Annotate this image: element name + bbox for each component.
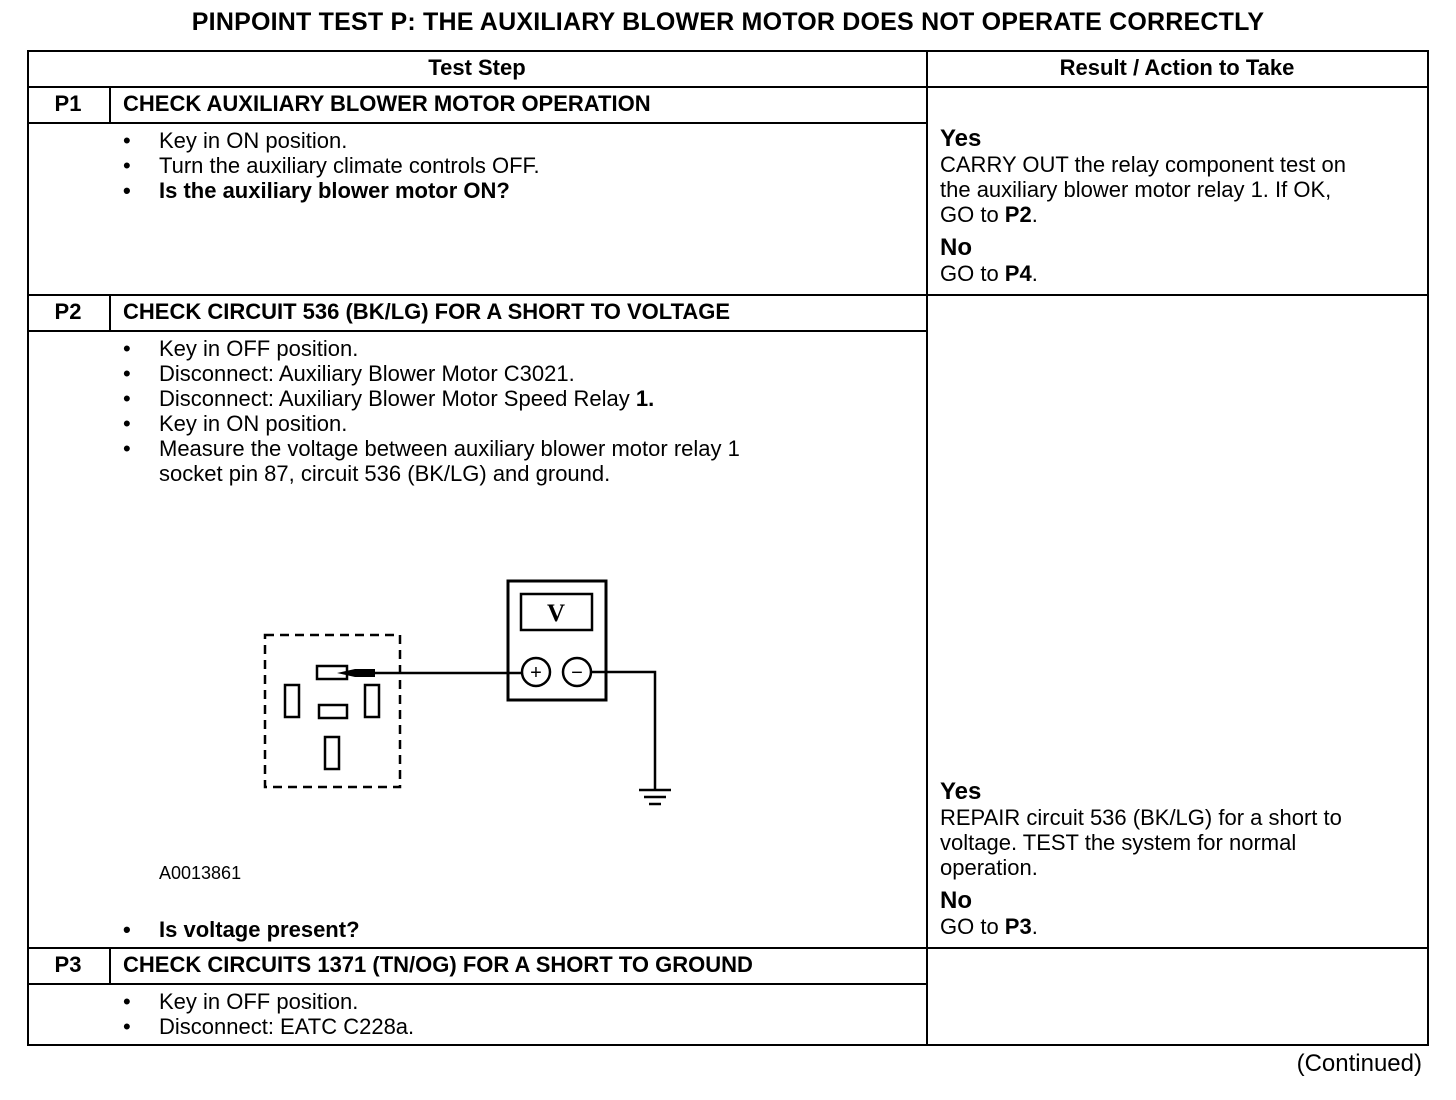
step-ref: P4 <box>1004 261 1032 286</box>
probe-tip <box>337 669 375 677</box>
p2-bottom-divider <box>27 947 1429 949</box>
yes-label: Yes <box>940 125 982 152</box>
socket-pin <box>325 737 339 769</box>
list-item: • Key in ON position. <box>123 128 540 153</box>
result-p2 <box>940 779 1342 939</box>
step-id-divider-p1 <box>109 86 111 124</box>
step-title-p3: CHECK CIRCUITS 1371 (TN/OG) FOR A SHORT TO GROUND <box>123 952 753 977</box>
no-label: No <box>940 887 972 914</box>
result-text: CARRY OUT the relay component test on <box>940 152 1346 177</box>
p2-title-divider <box>27 330 927 332</box>
list-item: • Disconnect: Auxiliary Blower Motor Speed Relay 1. <box>123 386 740 411</box>
ground-icon <box>639 790 671 804</box>
list-item: • Key in OFF position. <box>123 989 414 1014</box>
step-id-p2: P2 <box>54 299 82 324</box>
step-id-divider-p3 <box>109 947 111 985</box>
list-item: • Is the auxiliary blower motor ON? <box>123 178 540 203</box>
result-text: GO to P3. <box>940 914 1038 939</box>
negative-lead <box>591 672 655 790</box>
step-id-p1: P1 <box>54 91 82 116</box>
list-item: • Disconnect: EATC C228a. <box>123 1014 414 1039</box>
step-question-p2 <box>123 917 360 942</box>
list-item: • Key in OFF position. <box>123 336 740 361</box>
step-ref: P3 <box>1004 914 1032 939</box>
socket-pin <box>319 705 347 718</box>
step-list-p2 <box>123 336 740 486</box>
list-item: • Key in ON position. <box>123 411 740 436</box>
header-divider <box>27 86 1429 88</box>
p1-title-divider <box>27 122 927 124</box>
continued-note: (Continued) <box>1296 1050 1422 1077</box>
yes-label: Yes <box>940 778 982 805</box>
header-result: Result / Action to Take <box>1059 55 1295 80</box>
result-text: operation. <box>940 855 1038 880</box>
result-text: GO to P4. <box>940 261 1038 286</box>
figure-id: A0013861 <box>159 863 242 883</box>
meter-symbol: V <box>546 600 566 627</box>
list-item: • Turn the auxiliary climate controls OFF. <box>123 153 540 178</box>
list-item: • Is voltage present? <box>123 917 360 942</box>
p3-title-divider <box>27 983 927 985</box>
result-text: the auxiliary blower motor relay 1. If OK, <box>940 177 1332 202</box>
list-item-continuation: socket pin 87, circuit 536 (BK/LG) and ground. <box>159 461 611 486</box>
relay-number: 1. <box>635 386 655 411</box>
list-item: • Disconnect: Auxiliary Blower Motor C3021. <box>123 361 740 386</box>
page-title: PINPOINT TEST P: THE AUXILIARY BLOWER MOTOR DOES NOT OPERATE CORRECTLY <box>191 8 1265 36</box>
step-id-divider-p2 <box>109 294 111 332</box>
plus-symbol: + <box>530 662 542 684</box>
p1-bottom-divider <box>27 294 1429 296</box>
socket-pin <box>365 685 379 717</box>
step-list-p3 <box>123 989 414 1039</box>
no-label: No <box>940 234 972 261</box>
result-text: GO to P2. <box>940 202 1038 227</box>
column-divider <box>926 50 928 1046</box>
header-test-step: Test Step <box>428 55 526 80</box>
result-text: voltage. TEST the system for normal <box>940 830 1297 855</box>
socket-pin <box>285 685 299 717</box>
step-id-p3: P3 <box>54 952 82 977</box>
list-item: • Measure the voltage between auxiliary blower motor relay 1 <box>123 436 740 461</box>
step-ref: P2 <box>1004 202 1032 227</box>
voltmeter-diagram <box>255 572 675 812</box>
minus-symbol: − <box>571 662 583 684</box>
step-list-p1 <box>123 128 540 203</box>
step-title-p2: CHECK CIRCUIT 536 (BK/LG) FOR A SHORT TO VOLTAGE <box>123 299 731 324</box>
step-title-p1: CHECK AUXILIARY BLOWER MOTOR OPERATION <box>123 91 651 116</box>
result-p1 <box>940 126 1346 286</box>
result-text: REPAIR circuit 536 (BK/LG) for a short to <box>940 805 1342 830</box>
